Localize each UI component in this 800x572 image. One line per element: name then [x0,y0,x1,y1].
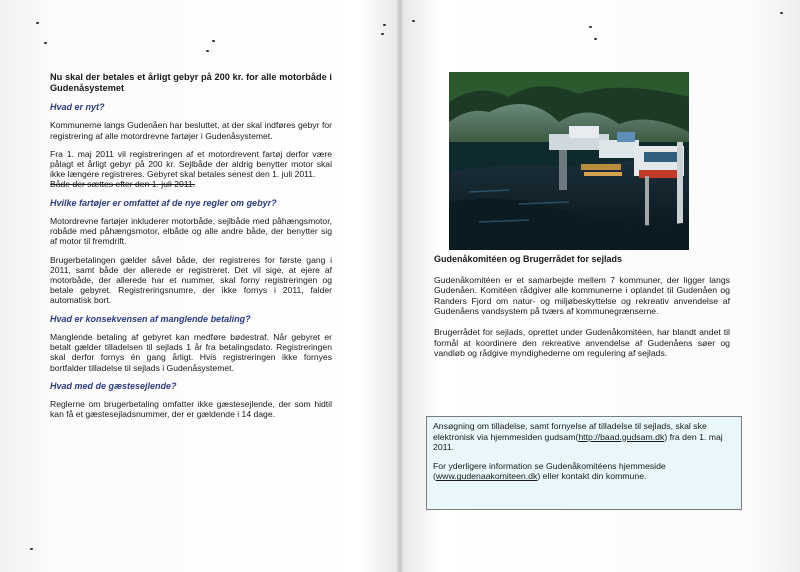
section-heading-konsekvens: Hvad er konsekvensen af manglende betaling? [50,313,251,324]
right-title: Gudenåkomitéen og Brugerrådet for sejlads [434,254,623,264]
harbor-photo-graphic [449,72,689,250]
gudsam-link[interactable]: http://baad.gudsam.dk [578,431,665,442]
punch-speck [206,50,209,52]
right-page [434,254,730,369]
gudenaakomiteen-link[interactable]: www.gudenaakomiteen.dk [435,471,538,482]
section-heading-gaestesejlende: Hvad med de gæstesejlende? [50,380,177,391]
info-box [426,416,742,510]
paragraph: Motordrevne fartøjer inkluderer motorbåde, sejlbåde med påhængsmotor, robåde med påhængsmotor, elbåde og alle andre både, der benytter sig af motor til fremdrift. [50,216,332,247]
punch-speck [594,38,597,40]
left-page [50,72,332,428]
harbor-photo [449,72,689,250]
section-heading-nyt: Hvad er nyt? [50,102,105,112]
paragraph: Kommunerne langs Gudenåen har besluttet, at der skal indføres gebyr for registrering af alle motordrevne fartøjer i Gudenåsystemet. [50,120,332,141]
punch-speck [381,33,384,35]
paragraph: Fra 1. maj 2011 vil registreringen af et motordrevent fartøj derfor være pålagt et årligt gebyr på 200 kr. Sejlbåde der aldrig benytter motor skal ikke længere registreres. Gebyret skal betales senest den 1. juli 2011. [50,148,332,180]
page-fold [397,0,403,572]
punch-speck [44,42,47,44]
paragraph: Reglerne om brugerbetaling omfatter ikke gæstesejlende, der som hidtil kan få et gæstesejladsnummer, der er gældende i 14 dage. [50,399,332,420]
info-text: ) eller kontakt din kommune. [537,471,647,482]
struck-text: Både der sættes efter den 1. juli 2011. [50,179,196,190]
info-text: ) fra den 1. maj 2011. [433,431,723,453]
page-title: Nu skal der betales et årligt gebyr på 200 kr. for alle motorbåde i Gudenåsystemet [50,72,332,93]
paragraph: Manglende betaling af gebyret kan medføre bødestraf. Når gebyret er betalt gælder tilladelsen til sejlads 1 år fra betalingsdato. Registreringen skal derfor fornys én gang årligt. Hvis registreringen ikke fornyes bortfalder tilladelse til sejlads i Gudenåsystemet. [50,332,332,373]
punch-speck [212,40,215,42]
paragraph: Gudenåkomitéen er et samarbejde mellem 7 kommuner, der ligger langs Gudenåen. Komitéen rådgiver alle kommunerne i oplandet til Gudenåen og Randers Fjord om natur- og miljøbeskyttelse og rekreativ anvendelse af Gudenåens vandsystem på tværs af kommunegrænserne. [434,274,730,317]
punch-speck [36,22,39,24]
section-heading-fartojer: Hvilke fartøjer er omfattet af de nye regler om gebyr? [50,197,277,208]
paragraph: Brugerbetalingen gælder såvel både, der registreres for første gang i 2011, samt både der allerede er registreret. Det vil sige, at ejere af motorbåde, der allerede har et nummer, skal forny registreringen og betale gebyret. Registreringsnumre, der ikke fornys i 2011, falder automatisk bort. [50,254,332,306]
punch-speck [589,26,592,28]
info-text: Ansøgning om tilladelse, samt fornyelse af tilladelse til sejlads, skal ske elektronisk via hjemmesiden gudsam( [433,421,707,442]
punch-speck [412,20,415,22]
info-paragraph-more [433,461,735,482]
info-text: For yderligere information se Gudenåkomitéens hjemmeside ( [433,460,666,482]
punch-speck [780,12,783,14]
punch-speck [30,548,33,550]
info-paragraph-application [433,421,735,453]
punch-speck [383,24,386,26]
paragraph: Brugerrådet for sejlads, oprettet under Gudenåkomitéen, har blandt andet til formål at koordinere den rekreative anvendelse af Gudenåens søer og vandløb og rådgive myndighederne om regulering af sejlads. [434,326,730,359]
